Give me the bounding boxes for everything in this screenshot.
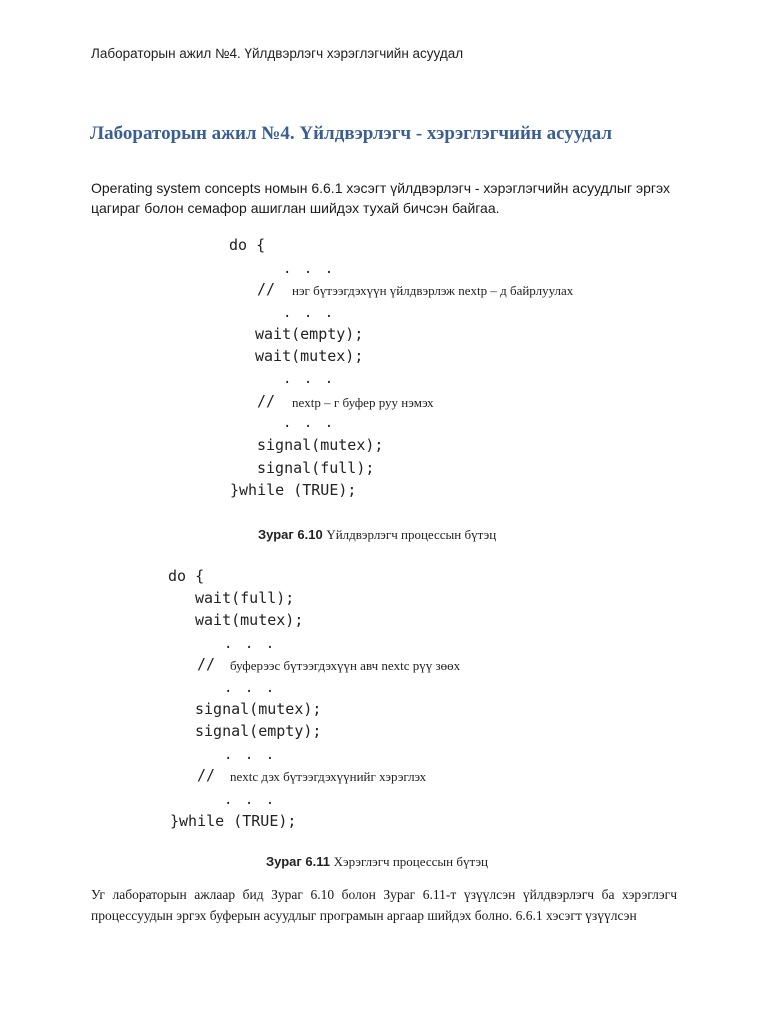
code-ellipsis: . . . bbox=[283, 371, 336, 387]
code-signal-mutex: signal(mutex); bbox=[257, 436, 384, 454]
code-while-line: }while (TRUE); bbox=[170, 812, 297, 830]
figure-caption bbox=[258, 528, 496, 541]
code-signal-empty: signal(empty); bbox=[195, 722, 322, 740]
figure-text: Хэрэглэгч процессын бүтэц bbox=[333, 854, 488, 869]
figure-caption bbox=[266, 855, 488, 868]
code-signal-full: signal(full); bbox=[257, 459, 375, 477]
code-ellipsis: . . . bbox=[224, 680, 277, 696]
code-comment-mark: // bbox=[197, 655, 216, 673]
code-signal-mutex: signal(mutex); bbox=[195, 700, 322, 718]
code-comment-mark: // bbox=[257, 280, 276, 298]
code-comment-mark: // bbox=[257, 392, 276, 410]
code-comment: nextc дэх бүтээгдэхүүнийг хэрэглэх bbox=[230, 769, 427, 784]
code-wait-empty: wait(empty); bbox=[255, 325, 364, 343]
figure-text: Үйлдвэрлэгч процессын бүтэц bbox=[326, 527, 497, 542]
code-comment: nextp – г буфер руу нэмэх bbox=[292, 395, 434, 410]
figure-label: Зураг 6.11 bbox=[266, 854, 330, 869]
page-title: Лабораторын ажил №4. Үйлдвэрлэгч - хэрэглэгчийн асуудал bbox=[90, 123, 613, 144]
code-wait-mutex: wait(mutex); bbox=[255, 347, 364, 365]
body-paragraph: Уг лабораторын ажлаар бид Зураг 6.10 болон Зураг 6.11-т үзүүлсэн үйлдвэрлэгч ба хэрэглэгч процессуудын эргэх буферын асуудлыг програмын аргаар шийдэх болно. 6.6.1 хэсэгт үзүүлсэн bbox=[91, 887, 677, 923]
code-wait-mutex: wait(mutex); bbox=[195, 611, 304, 629]
figure-label: Зураг 6.10 bbox=[258, 527, 323, 542]
code-do-line: do { bbox=[229, 236, 266, 254]
code-ellipsis: . . . bbox=[224, 747, 277, 763]
running-header: Лабораторын ажил №4. Үйлдвэрлэгч хэрэглэгчийн асуудал bbox=[91, 46, 464, 61]
code-comment: буферээс бүтээгдэхүүн авч nextc рүү зөөх bbox=[230, 658, 461, 673]
code-ellipsis: . . . bbox=[224, 636, 277, 652]
code-comment-mark: // bbox=[197, 766, 216, 784]
code-comment: нэг бүтээгдэхүүн үйлдвэрлэж nextp – д байрлуулах bbox=[292, 283, 574, 298]
code-ellipsis: . . . bbox=[283, 415, 336, 431]
code-ellipsis: . . . bbox=[283, 261, 336, 277]
code-wait-full: wait(full); bbox=[195, 589, 295, 607]
code-do-line: do { bbox=[168, 567, 205, 585]
code-while-line: }while (TRUE); bbox=[230, 481, 357, 499]
code-ellipsis: . . . bbox=[283, 305, 336, 321]
code-ellipsis: . . . bbox=[224, 792, 277, 808]
intro-paragraph: Operating system concepts номын 6.6.1 хэсэгт үйлдвэрлэгч - хэрэглэгчийн асуудлыг эргэх цагираг болон семафор ашиглан шийдэх тухай бичсэн байгаа. bbox=[91, 180, 671, 216]
